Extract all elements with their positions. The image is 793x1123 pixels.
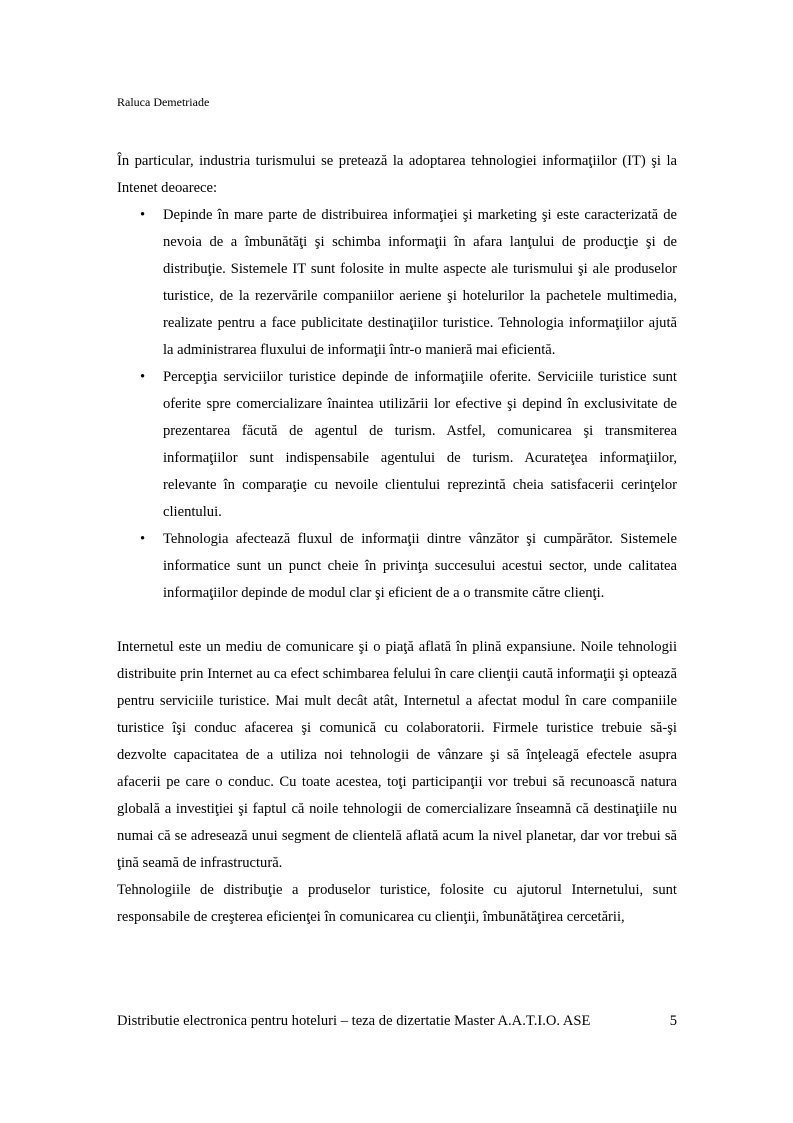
bullet-icon: • (140, 207, 146, 223)
bullet-item (117, 364, 677, 526)
bullet-icon: • (140, 369, 146, 385)
paragraph-spacer (117, 607, 677, 634)
running-header-author: Raluca Demetriade (117, 95, 210, 109)
page-footer (117, 1011, 677, 1031)
footer-title: Distributie electronica pentru hoteluri – teza de dizertatie Master A.A.T.I.O. ASE (117, 1013, 591, 1029)
bullet-text: Depinde în mare parte de distribuirea informaţiei şi marketing şi este caracterizată de nevoia de a îmbunătăţi şi schimba informaţii în afara lanţului de producţie şi de distribuţie. Sistemele IT sunt folosite in multe aspecte ale turismului şi ale produselor turistice, de la rezervările companiilor aeriene şi hotelurilor la pachetele multimedia, realizate pentru a face publicitate destinaţiilor turistice. Tehnologia informaţiilor ajută la administrarea fluxului de informaţii într-o manieră mai eficientă. (163, 207, 677, 358)
page-number: 5 (669, 1013, 677, 1029)
bullet-item (117, 526, 677, 607)
bullet-text: Tehnologia afectează fluxul de informaţii dintre vânzător şi cumpărător. Sistemele informatice sunt un punct cheie în privinţa succesului acestui sector, unde calitatea informaţiilor depinde de modul clar şi eficient de a o transmite către clienţi. (163, 531, 677, 601)
bullet-icon: • (140, 531, 146, 547)
body-paragraph-distribution: Tehnologiile de distribuţie a produselor turistice, folosite cu ajutorul Internetului, sunt responsabile de creşterea eficienţei în comunicarea cu clienţii, îmbunătăţirea cercetării, (117, 882, 677, 925)
bullet-item (117, 202, 677, 364)
intro-paragraph: În particular, industria turismului se pretează la adoptarea tehnologiei informaţiilor (IT) şi la Intenet deoarece: (117, 153, 677, 196)
bullet-list (117, 202, 677, 607)
bullet-text: Percepţia serviciilor turistice depinde de informaţiile oferite. Serviciile turistice sunt oferite spre comercializare înaintea utilizării lor efective şi depind în exclusivitate de prezentarea făcută de agentul de turism. Astfel, comunicarea şi transmiterea informaţiilor sunt indispensabile agentului de turism. Acurateţea informaţiilor, relevante în comparaţie cu nevoile clientului reprezintă cheia satisfacerii cerinţelor clientului. (163, 369, 677, 520)
document-body (117, 148, 677, 931)
body-paragraph-internet: Internetul este un mediu de comunicare şi o piaţă aflată în plină expansiune. Noile tehnologii distribuite prin Internet au ca efect schimbarea felului în care clienţii caută informaţii şi optează pentru serviciile turistice. Mai mult decât atât, Internetul a afectat modul în care companiile turistice îşi conduc afacerea şi comunică cu colaboratorii. Firmele turistice trebuie să-şi dezvolte capacitatea de a utiliza noi tehnologii de vânzare şi să înţeleagă efectele asupra afacerii pe care o conduc. Cu toate acestea, toţi participanţii vor trebui să recunoască natura globală a investiţiei şi faptul că noile tehnologii de comercializare înseamnă că destinaţiile nu numai că se adresează unui segment de clientelă aflată acum la nivel planetar, dar vor trebui să ţină seamă de infrastructură. (117, 639, 677, 871)
